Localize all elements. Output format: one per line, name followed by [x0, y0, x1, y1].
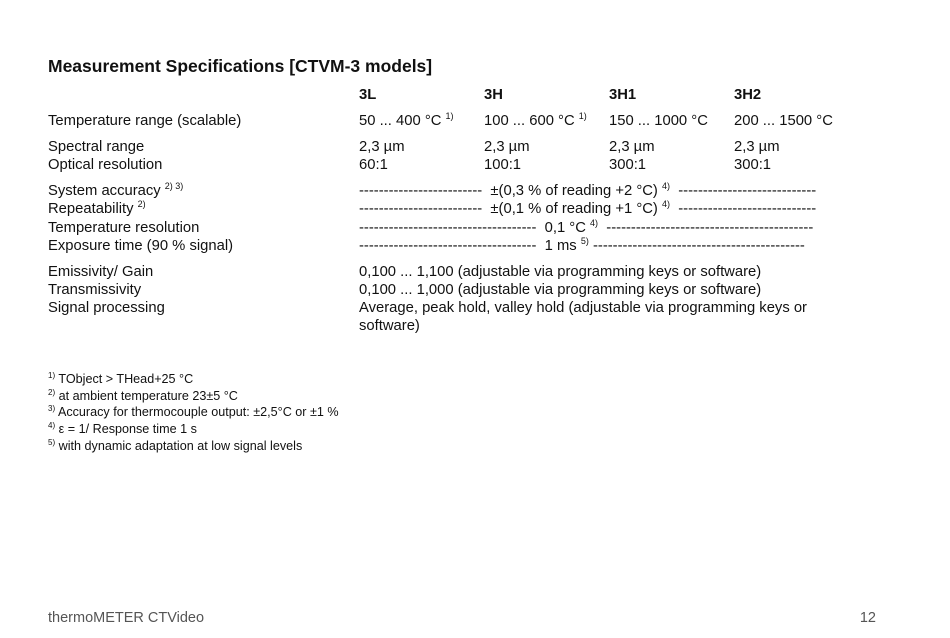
spec-value-spectral-3h2: 2,3 µm — [734, 139, 780, 155]
model-header-3h2: 3H2 — [734, 87, 762, 103]
spec-label-emissivity: Emissivity/ Gain — [48, 264, 154, 280]
spec-label-spectral: Spectral range — [48, 139, 145, 155]
spec-value-temp-range-3h2: 200 ... 1500 °C — [734, 113, 833, 129]
spec-value-temp-resolution: ------------------------------------ 0,1 °C $^{4)}$ ------------------------------------------ — [359, 218, 814, 236]
spec-value-optical-3h: 100:1 — [484, 157, 522, 173]
spec-label-exposure: Exposure time (90 % signal) — [48, 238, 234, 254]
spec-value-emissivity: 0,100 ... 1,100 (adjustable via programming keys or software) — [359, 264, 762, 280]
spec-value-repeatability: ------------------------- ±(0,1 % of reading +1 °C) $^{4)}$ ---------------------------- — [359, 199, 817, 217]
footnote-1: $^{1)}$ TObject > THead+25 °C — [48, 371, 194, 386]
spec-value-spectral-3l: 2,3 µm — [359, 139, 405, 155]
spec-label-temp-resolution: Temperature resolution — [48, 220, 200, 236]
model-header-3h1: 3H1 — [609, 87, 637, 103]
spec-value-spectral-3h: 2,3 µm — [484, 139, 530, 155]
footer-page-number: 12 — [859, 610, 876, 626]
spec-value-temp-range-3h: 100 ... 600 °C $^{1)}$ — [484, 111, 587, 129]
footnote-4: $^{4)}$ ε = 1/ Response time 1 s — [48, 421, 197, 436]
spec-value-spectral-3h1: 2,3 µm — [609, 139, 655, 155]
spec-value-temp-range-3h1: 150 ... 1000 °C — [609, 113, 708, 129]
spec-value-temp-range-3l: 50 ... 400 °C $^{1)}$ — [359, 111, 454, 129]
spec-label-accuracy: System accuracy $^{2) 3)}$ — [48, 181, 184, 199]
page-title: Measurement Specifications [CTVM-3 models] — [48, 56, 433, 76]
spec-value-exposure: ------------------------------------ 1 ms $^{5)}$ ------------------------------------------- — [359, 236, 805, 254]
spec-value-transmissivity: 0,100 ... 1,000 (adjustable via programming keys or software) — [359, 282, 762, 298]
spec-label-temp-range: Temperature range (scalable) — [48, 113, 242, 129]
spec-label-transmissivity: Transmissivity — [48, 282, 142, 298]
model-header-3l: 3L — [359, 87, 377, 103]
footer-product-name: thermoMETER CTVideo — [48, 610, 205, 626]
spec-value-optical-3h1: 300:1 — [609, 157, 647, 173]
spec-value-signal-line1: Average, peak hold, valley hold (adjustable via programming keys or — [359, 300, 807, 316]
footnote-2: $^{2)}$ at ambient temperature 23±5 °C — [48, 388, 238, 403]
spec-value-optical-3l: 60:1 — [359, 157, 388, 173]
footnote-3: $^{3)}$ Accuracy for thermocouple output: ±2,5°C or ±1 % — [48, 404, 339, 419]
spec-label-repeatability: Repeatability $^{2)}$ — [48, 199, 146, 217]
spec-value-signal-line2: software) — [359, 318, 420, 334]
spec-value-accuracy: ------------------------- ±(0,3 % of reading +2 °C) $^{4)}$ ---------------------------- — [359, 181, 817, 199]
spec-value-optical-3h2: 300:1 — [734, 157, 772, 173]
footnote-5: $^{5)}$ with dynamic adaptation at low signal levels — [48, 438, 303, 453]
spec-label-optical: Optical resolution — [48, 157, 163, 173]
spec-label-signal: Signal processing — [48, 300, 165, 316]
model-header-3h: 3H — [484, 87, 503, 103]
